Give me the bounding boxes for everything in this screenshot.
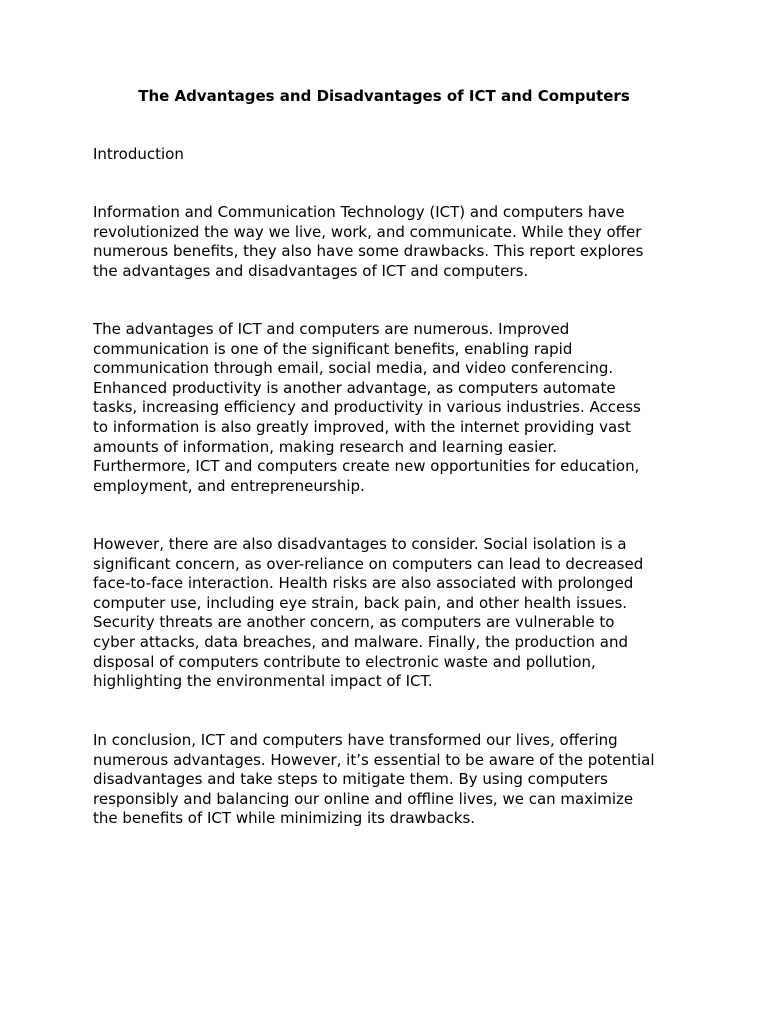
paragraph-disadvantages: However, there are also disadvantages to consider. Social isolation is a significant concern, as over-reliance on computers can lead to decreased face-to-face interaction. Health risks are also associated with prolonged computer use, including eye strain, back pain, and other health issues. Security threats are another concern, as computers are vulnerable to cyber attacks, data breaches, and malware. Finally, the production and disposal of computers contribute to electronic waste and pollution, highlighting the environmental impact of ICT. bbox=[93, 535, 644, 691]
paragraph-advantages: The advantages of ICT and computers are numerous. Improved communication is one of the significant benefits, enabling rapid communication through email, social media, and video conferencing. Enhanced productivity is another advantage, as computers automate tasks, increasing efficiency and productivity in various industries. Access to information is also greatly improved, with the internet providing vast amounts of information, making research and learning easier. Furthermore, ICT and computers create new opportunities for education, employment, and entrepreneurship. bbox=[93, 320, 641, 495]
section-heading-introduction: Introduction bbox=[93, 145, 184, 163]
paragraph-conclusion: In conclusion, ICT and computers have transformed our lives, offering numerous advantages. However, it’s essential to be aware of the potential disadvantages and take steps to mitigate them. By using computers responsibly and balancing our online and offline lives, we can maximize the benefits of ICT while minimizing its drawbacks. bbox=[93, 731, 655, 828]
document-title: The Advantages and Disadvantages of ICT and Computers bbox=[138, 87, 630, 105]
paragraph-introduction: Information and Communication Technology (ICT) and computers have revolutionized the way we live, work, and communicate. While they offer numerous benefits, they also have some drawbacks. This report explores the advantages and disadvantages of ICT and computers. bbox=[93, 203, 644, 280]
